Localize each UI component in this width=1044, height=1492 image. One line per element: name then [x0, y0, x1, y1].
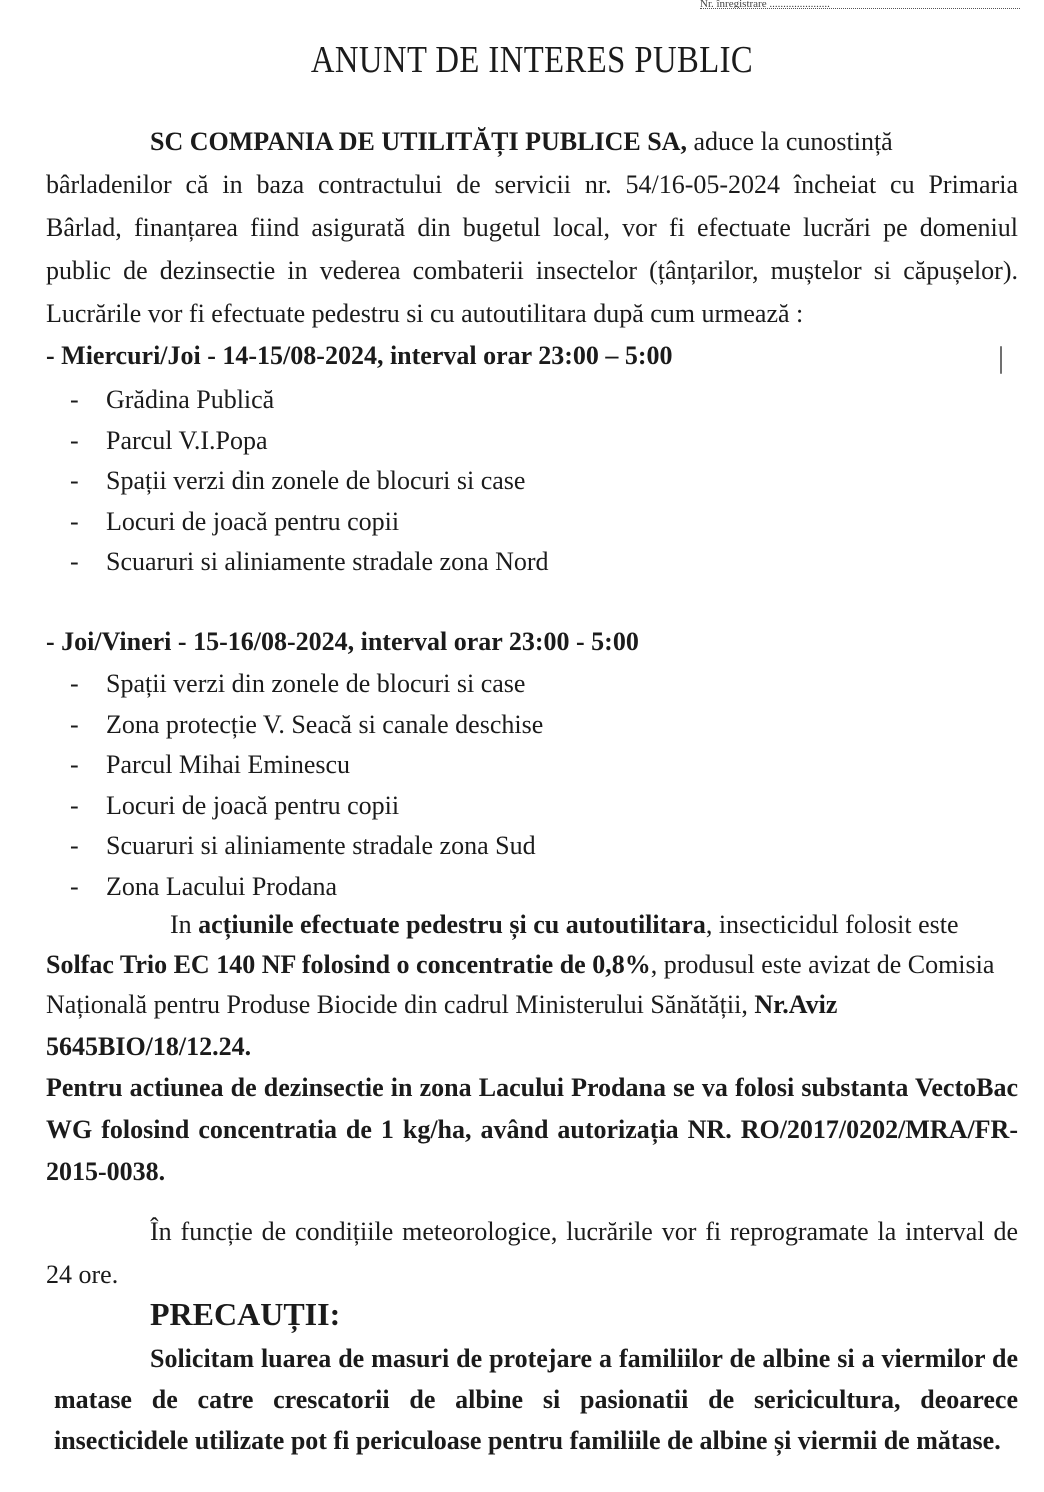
insecticide-line-3: Națională pentru Produse Biocide din cadrul Ministerului Sănătății, Nr.Aviz	[46, 990, 838, 1019]
document-title: ANUNT DE INTERES PUBLIC	[310, 39, 754, 81]
list-item: - Scuaruri si aliniamente stradale zona Nord	[70, 547, 549, 577]
precautions-title: PRECAUȚII:	[150, 1296, 341, 1332]
precautions-line-1: Solicitam luarea de masuri de protejare a familiilor de albine si a viermilor de	[150, 1344, 1018, 1373]
vectobac-line-1: Pentru actiunea de dezinsectie in zona Lacului Prodana se va folosi substanta VectoBac	[46, 1073, 1018, 1102]
intro-line-3: Bârlad, finanțarea fiind asigurată din bugetul local, vor fi efectuate lucrări pe domeniul	[46, 213, 1018, 242]
list-item: - Spații verzi din zonele de blocuri si case	[70, 466, 526, 496]
weather-line-2: 24 ore.	[46, 1260, 119, 1289]
precautions-line-3: insecticidele utilizate pot fi periculoase pentru familiile de albine și viermii de mătase.	[54, 1426, 1001, 1455]
schedule-2-list	[70, 664, 543, 908]
list-item: - Zona Lacului Prodana	[70, 871, 338, 901]
list-item: - Zona protecție V. Seacă si canale deschise	[70, 709, 544, 739]
list-item: - Parcul V.I.Popa	[70, 425, 268, 455]
list-item: - Locuri de joacă pentru copii	[70, 790, 400, 820]
precautions-line-2: matase de catre crescatorii de albine si pasionatii de sericicultura, deoarece	[54, 1385, 1018, 1414]
schedule-2-heading: - Joi/Vineri - 15-16/08-2024, interval orar 23:00 - 5:00	[46, 627, 639, 656]
schedule-1-list	[70, 380, 549, 583]
schedule-1-heading: - Miercuri/Joi - 14-15/08-2024, interval orar 23:00 – 5:00	[46, 341, 673, 370]
margin-pen-mark	[1000, 346, 1002, 374]
intro-line-1-rest: aduce la cunostință	[693, 127, 893, 156]
list-item: - Parcul Mihai Eminescu	[70, 750, 351, 780]
insecticide-line-2: Solfac Trio EC 140 NF folosind o concentratie de 0,8%, produsul este avizat de Comisia	[46, 950, 995, 979]
vectobac-line-2: WG folosind concentratia de 1 kg/ha, având autorizația NR. RO/2017/0202/MRA/FR-	[46, 1115, 1018, 1144]
intro-line-2: bârladenilor că in baza contractului de servicii nr. 54/16-05-2024 încheiat cu Primaria	[46, 170, 1018, 199]
company-name: SC COMPANIA DE UTILITĂȚI PUBLICE SA,	[150, 127, 687, 156]
list-item: - Locuri de joacă pentru copii	[70, 506, 400, 536]
vectobac-line-3: 2015-0038.	[46, 1157, 166, 1186]
insecticide-line-1: In acțiunile efectuate pedestru și cu autoutilitara, insecticidul folosit este	[170, 910, 959, 939]
list-item: - Spații verzi din zonele de blocuri si case	[70, 669, 526, 698]
intro-line-4: public de dezinsectie in vederea combaterii insectelor (țânțarilor, muștelor si căpușelor).	[46, 256, 1018, 285]
intro-line-1	[150, 120, 1018, 163]
weather-line-1: În funcție de condițiile meteorologice, lucrările vor fi reprogramate la interval de	[150, 1217, 1018, 1246]
registration-line: Nr. înregistrare ......................	[700, 0, 1020, 9]
aviz-number: 5645BIO/18/12.24.	[46, 1032, 252, 1061]
list-item: - Grădina Publică	[70, 385, 275, 414]
intro-line-5: Lucrările vor fi efectuate pedestru si cu autoutilitara după cum urmează :	[46, 299, 804, 328]
list-item: - Scuaruri si aliniamente stradale zona Sud	[70, 831, 536, 861]
